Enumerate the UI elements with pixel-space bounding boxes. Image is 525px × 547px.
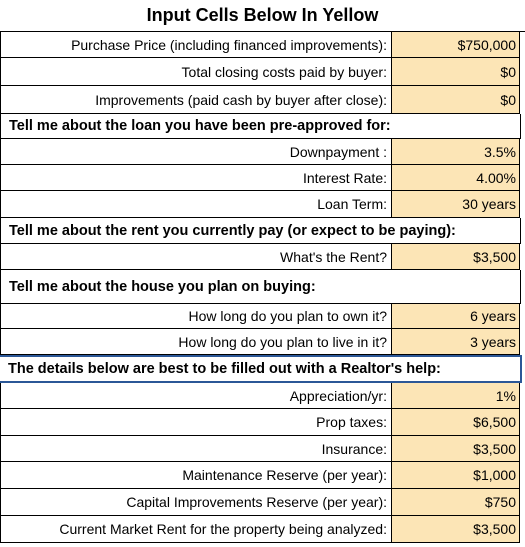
row-improvements — [0, 86, 525, 114]
live-duration-cell[interactable]: 3 years — [392, 329, 520, 355]
improvements-cell[interactable]: $0 — [392, 86, 520, 114]
maintenance-label: Maintenance Reserve (per year): — [0, 462, 392, 489]
own-duration-cell[interactable]: 6 years — [392, 304, 520, 329]
row-market-rent — [0, 516, 525, 543]
maintenance-cell[interactable]: $1,000 — [392, 462, 520, 489]
closing-costs-cell[interactable]: $0 — [392, 58, 520, 86]
capital-improvements-label: Capital Improvements Reserve (per year): — [0, 489, 392, 516]
live-duration-label: How long do you plan to live in it? — [0, 329, 392, 355]
interest-rate-cell[interactable]: 4.00% — [392, 165, 520, 191]
row-own-duration — [0, 304, 525, 329]
section-rent-header: Tell me about the rent you currently pay (or expect to be paying): — [0, 218, 521, 244]
improvements-label: Improvements (paid cash by buyer after close): — [0, 86, 392, 114]
appreciation-cell[interactable]: 1% — [392, 383, 520, 409]
row-closing-costs — [0, 58, 525, 86]
insurance-cell[interactable]: $3,500 — [392, 436, 520, 462]
row-maintenance — [0, 462, 525, 489]
capital-improvements-cell[interactable]: $750 — [392, 489, 520, 516]
sheet-title: Input Cells Below In Yellow — [0, 0, 525, 32]
closing-costs-label: Total closing costs paid by buyer: — [0, 58, 392, 86]
row-insurance — [0, 436, 525, 462]
section-loan-header: Tell me about the loan you have been pre-approved for: — [0, 114, 521, 139]
row-downpayment — [0, 139, 525, 165]
row-live-duration — [0, 329, 525, 355]
current-rent-label: What's the Rent? — [0, 244, 392, 270]
purchase-price-cell[interactable]: $750,000 — [392, 32, 520, 58]
row-prop-taxes — [0, 409, 525, 436]
market-rent-cell[interactable]: $3,500 — [392, 516, 520, 543]
market-rent-label: Current Market Rent for the property being analyzed: — [0, 516, 392, 543]
section-realtor-header[interactable]: The details below are best to be filled out with a Realtor's help: — [0, 355, 522, 383]
loan-term-label: Loan Term: — [0, 191, 392, 218]
purchase-price-label: Purchase Price (including financed improvements): — [0, 32, 392, 58]
section-house-header: Tell me about the house you plan on buying: — [0, 270, 521, 304]
own-duration-label: How long do you plan to own it? — [0, 304, 392, 329]
loan-term-cell[interactable]: 30 years — [392, 191, 520, 218]
interest-rate-label: Interest Rate: — [0, 165, 392, 191]
current-rent-cell[interactable]: $3,500 — [392, 244, 520, 270]
row-appreciation — [0, 383, 525, 409]
row-interest-rate — [0, 165, 525, 191]
downpayment-cell[interactable]: 3.5% — [392, 139, 520, 165]
row-capital-improvements — [0, 489, 525, 516]
appreciation-label: Appreciation/yr: — [0, 383, 392, 409]
row-loan-term — [0, 191, 525, 218]
prop-taxes-cell[interactable]: $6,500 — [392, 409, 520, 436]
insurance-label: Insurance: — [0, 436, 392, 462]
row-purchase-price — [0, 32, 525, 58]
prop-taxes-label: Prop taxes: — [0, 409, 392, 436]
downpayment-label: Downpayment : — [0, 139, 392, 165]
row-current-rent — [0, 244, 525, 270]
